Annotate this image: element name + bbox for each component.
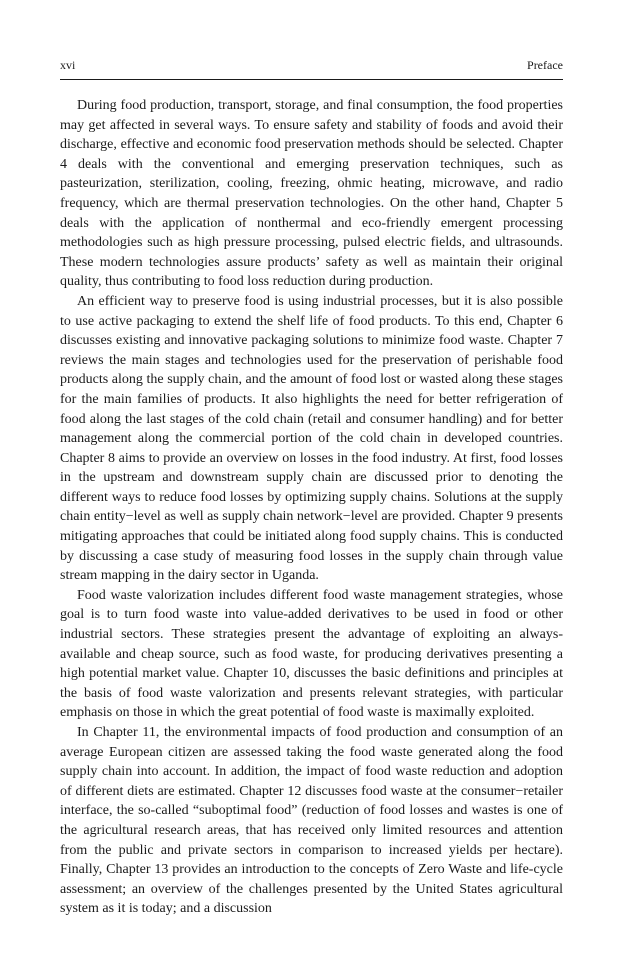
section-title: Preface (527, 58, 563, 72)
paragraph-packaging-supply-chain: An efficient way to preserve food is using industrial processes, but it is also possible to use active packaging to extend the shelf life of food products. To this end, Chapter 6 discusses existing and innovative packaging solutions to minimize food waste. Chapter 7 reviews the main stages and technologies used for the preservation of perishable food products along the supply chain, and the amount of food lost or wasted along these stages for the main families of products. It also highlights the need for better refrigeration of food along the last stages of the cold chain (retail and consumer handling) and for better management along the commercial portion of the cold chain in developed countries. Chapter 8 aims to provide an overview on losses in the food industry. At first, food losses in the upstream and downstream supply chain are discussed prior to denoting the different ways to reduce food losses by optimizing supply chains. Solutions at the supply chain entity−level as well as supply chain network−level are provided. Chapter 9 presents mitigating approaches that could be initiated along food supply chains. This is conducted by discussing a case study of measuring food losses in the supply chain through value stream mapping in the dairy sector in Uganda. (60, 293, 563, 584)
body-text (60, 96, 563, 919)
paragraph-valorization: Food waste valorization includes different food waste management strategies, whose goal is to turn food waste into value-added derivatives to be used in food or other industrial sectors. These strategies present the advantage of exploiting an always-available and cheap source, such as food waste, for producing derivatives presenting a high potential market value. Chapter 10, discusses the basic definitions and principles at the basis of food waste valorization and presents relevant strategies, with particular emphasis on those in which the great potential of food waste is maximally exploited. (60, 587, 563, 721)
running-header (60, 58, 563, 73)
paragraph-preservation-methods: During food production, transport, storage, and final consumption, the food properties may get affected in several ways. To ensure safety and stability of foods and avoid their discharge, effective and economic food preservation methods should be selected. Chapter 4 deals with the conventional and emerging preservation techniques, such as pasteurization, sterilization, cooling, freezing, ohmic heating, microwave, and radio frequency, which are thermal preservation technologies. On the other hand, Chapter 5 deals with the application of nonthermal and eco-friendly emergent processing methodologies such as high pressure processing, pulsed electric fields, and ultrasounds. These modern technologies assure products’ safety as well as maintain their original quality, thus contributing to food loss reduction during production. (60, 98, 563, 290)
paragraph-environmental-impacts: In Chapter 11, the environmental impacts of food production and consumption of an average European citizen are assessed taking the food waste generated along the food supply chain into account. In addition, the impact of food waste reduction and adoption of different diets are estimated. Chapter 12 discusses food waste at the consumer−retailer interface, the so-called “suboptimal food” (reduction of food losses and wastes is one of the agricultural research areas, that has received only limited resources and attention from the public and private sectors in comparison to increased yields per hectare). Finally, Chapter 13 provides an introduction to the concepts of Zero Waste and life-cycle assessment; an overview of the challenges presented by the United States agricultural system as it is today; and a discussion (60, 725, 563, 917)
page-number: xvi (60, 58, 76, 72)
header-rule (60, 79, 563, 80)
